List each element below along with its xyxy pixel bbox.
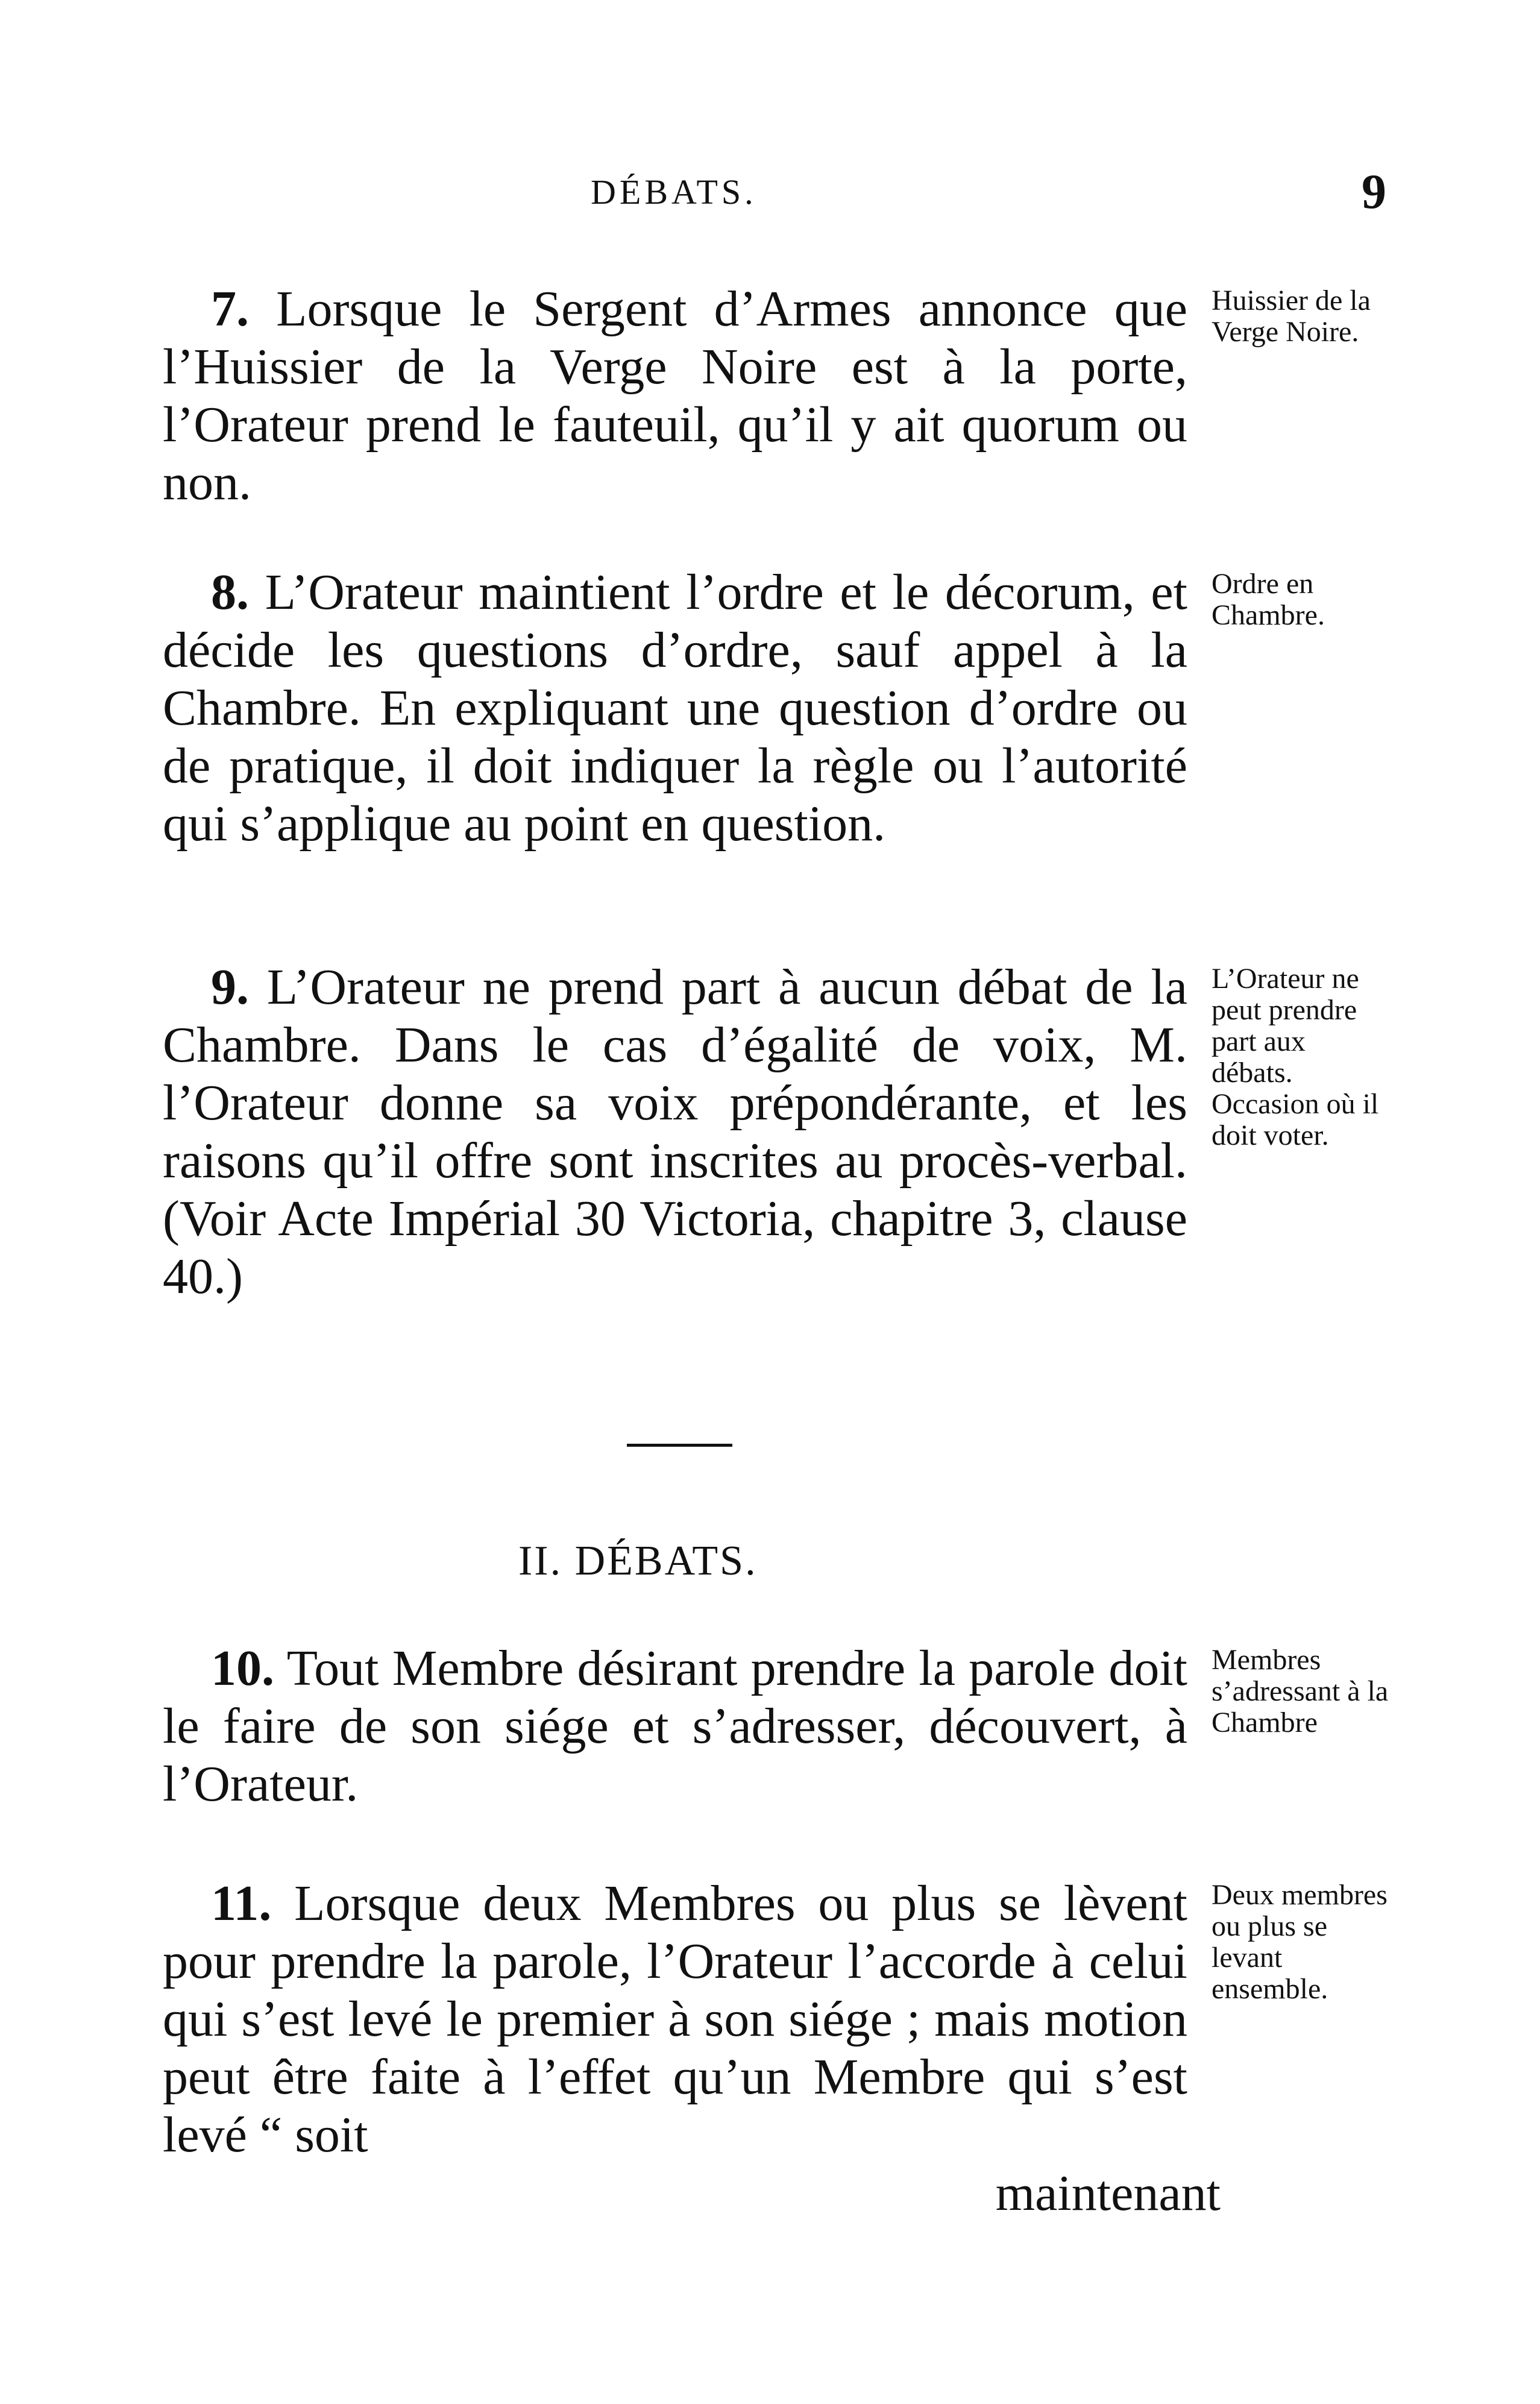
section-body: Tout Membre désirant prendre la parole doit le faire de son siége et s’adresser, découvert, à l’Orateur. [163, 1640, 1187, 1812]
section-heading: II. DÉBATS. [518, 1538, 758, 1584]
section-number: 11. [211, 1875, 272, 1931]
section-text [163, 1640, 1187, 1813]
section-text [163, 280, 1187, 512]
section-number: 7. [211, 281, 249, 337]
section-number: 10. [211, 1640, 274, 1696]
catchword: maintenant [995, 2165, 1221, 2221]
section-body: Lorsque le Sergent d’Armes annonce que l’Huissier de la Verge Noire est à la porte, l’Orateur prend le fauteuil, qu’il y ait quorum ou non. [163, 281, 1187, 511]
section-text [163, 958, 1187, 1306]
section-number: 8. [211, 564, 249, 620]
section-text [163, 564, 1187, 853]
sidenote: Huissier de la Verge Noire. [1212, 285, 1371, 348]
running-head [163, 164, 1386, 226]
section-body: L’Orateur maintient l’ordre et le décorum, et décide les questions d’ordre, sauf appel à la Chambre. En expliquant une question d’ordre ou de pratique, il doit indiquer la règle ou l’autorité qui s’applique au point en question. [163, 564, 1187, 852]
section-body: Lorsque deux Membres ou plus se lèvent pour prendre la parole, l’Orateur l’accorde à celui qui s’est levé le premier à son siége ; mais motion peut être faite à l’effet qu’un Membre qui s’est levé “ soit [163, 1875, 1187, 2163]
page-number: 9 [1362, 164, 1386, 219]
section-body: L’Orateur ne prend part à aucun débat de la Chambre. Dans le cas d’égalité de voix, M. l’Orateur donne sa voix prépondérante, et les raisons qu’il offre sont inscrites au procès-verbal. (Voir Acte Impérial 30 Victoria, chapitre 3, clause 40.) [163, 959, 1188, 1304]
section-number: 9. [211, 959, 249, 1015]
section-divider [627, 1444, 732, 1447]
sidenote: Membres s’adressant à la Chambre [1212, 1644, 1389, 1738]
sidenote: Ordre en Chambre. [1212, 568, 1325, 631]
sidenote: Deux membres ou plus se levant ensemble. [1212, 1879, 1388, 2005]
sidenote: L’Orateur ne peut prendre part aux débats. Occasion où il doit voter. [1212, 963, 1379, 1151]
running-title: DÉBATS. [591, 172, 757, 212]
section-text [163, 1875, 1187, 2164]
